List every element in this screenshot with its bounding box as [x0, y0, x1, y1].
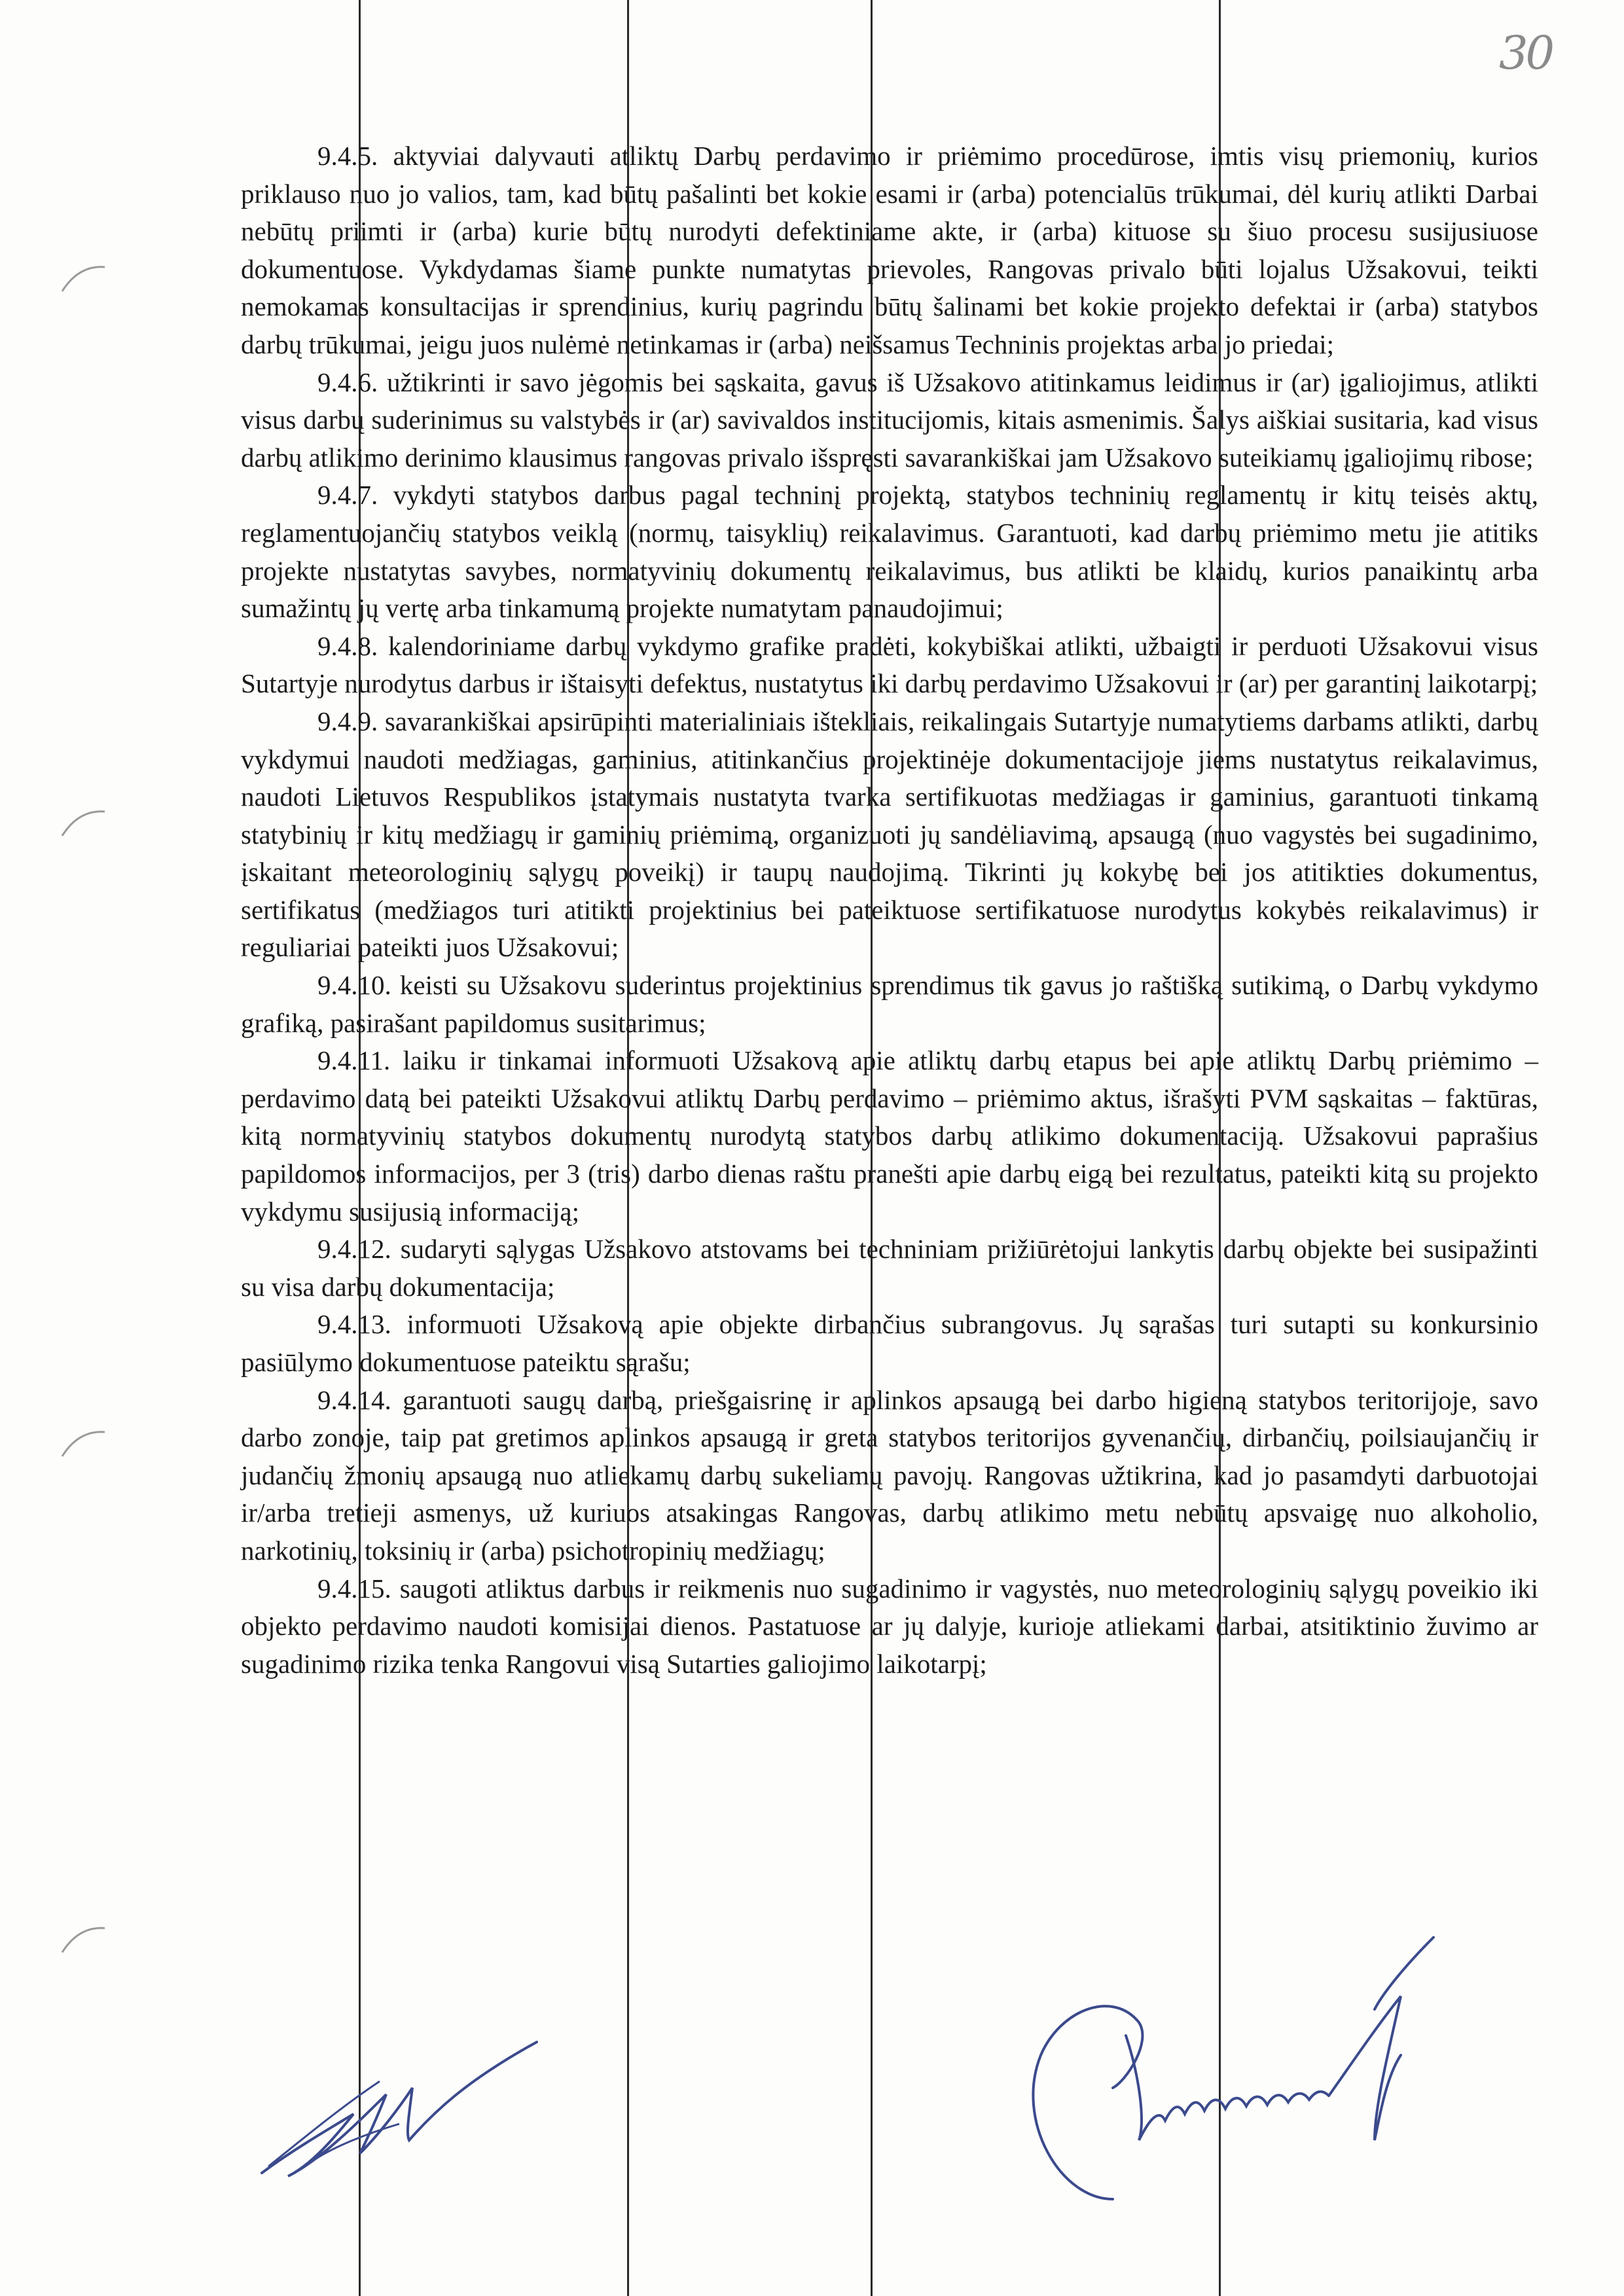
- clause-9-4-15: 9.4.15. saugoti atliktus darbus ir reikmenis nuo sugadinimo ir vagystės, nuo meteorologinių sąlygų poveikio iki objekto perdavimo naudoti komisijai dienos. Pastatuose ar jų dalyje, kurioje atliekami darbai, atsitiktinio žuvimo ar sugadinimo rizika tenka Rangovui visą Sutarties galiojimo laikotarpį;: [241, 1573, 1538, 1679]
- clause-9-4-8: 9.4.8. kalendoriniame darbų vykdymo grafike pradėti, kokybiškai atlikti, užbaigti ir perduoti Užsakovui visus Sutartyje nurodytus darbus ir ištaisyti defektus, nustatytus iki darbų perdavimo Užsakovui ir (ar) per garantinį laikotarpį;: [241, 630, 1538, 699]
- clause-9-4-10: 9.4.10. keisti su Užsakovu suderintus projektinius sprendimus tik gavus jo raštišką sutikimą, o Darbų vykdymo grafiką, pasirašant papildomus susitarimus;: [241, 970, 1538, 1038]
- clause-9-4-14: 9.4.14. garantuoti saugų darbą, priešgaisrinę ir aplinkos apsaugą bei darbo higieną statybos teritorijoje, savo darbo zonoje, taip pat gretimos aplinkos apsaugą ir greta statybos teritorijos gyvenančių, dirbančių, poilsiaujančių ir judančių žmonių apsaugą nuo atliekamų darbų sukeliamų pavojų. Rangovas užtikrina, kad jo pasamdyti darbuotojai ir/arba tretieji asmenys, už kuriuos atsakingas Rangovas, darbų atlikimo metu nebūtų apsvaigę nuo alkoholio, narkotinių, toksinių ir (arba) psichotropinių medžiagų;: [241, 1384, 1538, 1566]
- clause-9-4-13: 9.4.13. informuoti Užsakovą apie objekte dirbančius subrangovus. Jų sąrašas turi sutapti su konkursinio pasiūlymo dokumentuose pateiktu sąrašu;: [241, 1309, 1538, 1377]
- clause-9-4-12: 9.4.12. sudaryti sąlygas Užsakovo atstovams bei techniniam prižiūrėtojui lankytis darbų objekte bei susipažinti su visa darbų dokumentacija;: [241, 1234, 1538, 1302]
- punch-hole-mark: [0, 1923, 105, 1956]
- clause-9-4-5: 9.4.5. aktyviai dalyvauti atliktų Darbų perdavimo ir priėmimo procedūrose, imtis visų priemonių, kurios priklauso nuo jo valios, tam, kad būtų pašalinti bet kokie esami ir (arba) potencialūs trūkumai, dėl kurių atlikti Darbai nebūtų priimti ir (arba) kurie būtų nurodyti defektiniame akte, ir (arba) kituose su šiuo procesu susijusiuose dokumentuose. Vykdydamas šiame punkte numatytas prievoles, Rangovas privalo būti lojalus Užsakovui, teikti nemokamas konsultacijas ir sprendinius, kurių pagrindu būtų šalinami bet kokie projekto defektai ir (arba) statybos darbų trūkumai, jeigu juos nulėmė netinkamas ir (arba) neišsamus Techninis projektas arba jo priedai;: [241, 141, 1538, 359]
- signature-right: [982, 1924, 1453, 2212]
- document-body: [241, 137, 1538, 1683]
- clause-9-4-9: 9.4.9. savarankiškai apsirūpinti materialiniais ištekliais, reikalingais Sutartyje numatytiems darbams atlikti, darbų vykdymui naudoti medžiagas, gaminius, atitinkančius projektinėje dokumentacijoje jiems nustatytus reikalavimus, naudoti Lietuvos Respublikos įstatymais nustatyta tvarka sertifikuotas medžiagas ir gaminius, garantuoti tinkamą statybinių ir kitų medžiagų ir gaminių priėmimą, organizuoti jų sandėliavimą, apsaugą (nuo vagystės bei sugadinimo, įskaitant meteorologinių sąlygų poveikį) ir taupų naudojimą. Tikrinti jų kokybę bei jos atitikties dokumentus, sertifikatus (medžiagos turi atitikti projektinius bei pateiktuose sertifikatuose nurodytus kokybės reikalavimus) ir reguliariai pateikti juos Užsakovui;: [241, 706, 1538, 963]
- punch-hole-mark: [0, 1427, 105, 1460]
- punch-hole-mark: [0, 262, 105, 295]
- clause-9-4-6: 9.4.6. užtikrinti ir savo jėgomis bei sąskaita, gavus iš Užsakovo atitinkamus leidimus ir (ar) įgaliojimus, atlikti visus darbų suderinimus su valstybės ir (ar) savivaldos institucijomis, kitais asmenimis. Šalys aiškiai susitaria, kad visus darbų atlikimo derinimo klausimus rangovas privalo išspręsti savarankiškai jam Užsakovo suteikiamų įgaliojimų ribose;: [241, 367, 1538, 473]
- clause-9-4-7: 9.4.7. vykdyti statybos darbus pagal techninį projektą, statybos techninių reglamentų ir kitų teisės aktų, reglamentuojančių statybos veiklą (normų, taisyklių) reikalavimus. Garantuoti, kad darbų priėmimo metu jie atitiks projekte nustatytas savybes, normatyvinių dokumentų reikalavimus, bus atlikti be klaidų, kurios panaikintų arba sumažintų jų vertę arba tinkamumą projekte numatytam panaudojimui;: [241, 480, 1538, 624]
- punch-hole-mark: [0, 806, 105, 839]
- clause-9-4-11: 9.4.11. laiku ir tinkamai informuoti Užsakovą apie atliktų darbų etapus bei apie atliktų Darbų priėmimo – perdavimo datą bei pateikti Užsakovui atliktų Darbų perdavimo – priėmimo aktus, išrašyti PVM sąskaitas – faktūras, kitą normatyvinių statybos dokumentų nurodytą statybos darbų atlikimo dokumentaciją. Užsakovui paprašius papildomos informacijos, per 3 (tris) darbo dienas raštu pranešti apie darbų eigą bei rezultatus, pateikti kitą su projekto vykdymu susijusią informaciją;: [241, 1045, 1538, 1227]
- page-number: 30: [1499, 26, 1553, 80]
- signature-left: [249, 2036, 556, 2186]
